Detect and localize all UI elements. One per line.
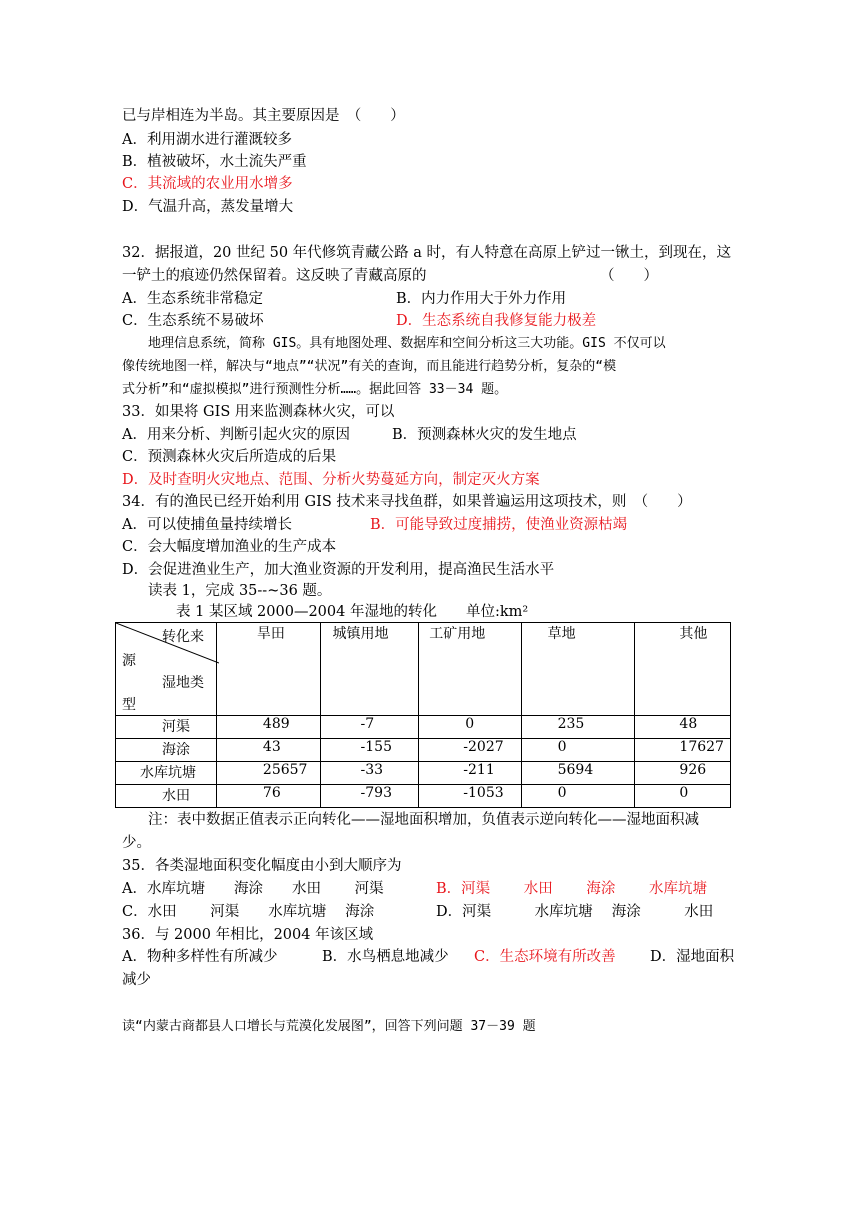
col-header-grassland: 草地 (521, 623, 635, 716)
table-cell: -211 (419, 762, 521, 785)
row-label: 水田 (116, 785, 217, 808)
q33-stem: 33．如果将 GIS 用来监测森林火灾，可以 (122, 404, 395, 420)
col-header-urban-land: 城镇用地 (320, 623, 419, 716)
table-cell: -1053 (419, 785, 521, 808)
q34-option-d: D．会促进渔业生产，加大渔业资源的开发利用，提高渔民生活水平 (122, 562, 555, 578)
table-cell: 76 (216, 785, 320, 808)
q32-option-b: B．内力作用大于外力作用 (396, 291, 567, 307)
row-label: 水库坑塘 (116, 762, 217, 785)
q34-option-c: C．会大幅度增加渔业的生产成本 (122, 539, 337, 555)
q33-option-c: C．预测森林火灾后所造成的后果 (122, 449, 337, 465)
q35-option-c: C．水田 河渠 水库坑塘 海涂 (122, 904, 375, 920)
corner-header-top-b: 源 (122, 653, 136, 669)
table-cell: -7 (320, 716, 419, 739)
table-row (116, 739, 731, 762)
q31-option-c-answer: C．其流域的农业用水增多 (122, 176, 293, 192)
row-label: 河渠 (116, 716, 217, 739)
q35-option-a: A．水库坑塘 海涂 水田 河渠 (122, 881, 384, 897)
q32-option-a: A．生态系统非常稳定 (122, 291, 263, 307)
table-cell: 0 (635, 785, 731, 808)
q36-option-d: D．湿地面积 (650, 949, 735, 965)
table-note-line2: 少。 (122, 835, 151, 851)
gis-intro-line1: 地理信息系统，简称 GIS。具有地图处理、数据库和空间分析这三大功能。GIS 不仅可以 (148, 336, 666, 351)
corner-header-bottom-a: 湿地类 (162, 675, 204, 691)
table-cell: -33 (320, 762, 419, 785)
gis-intro-line3: 式分析”和“虚拟模拟”进行预测性分析……。据此回答 33－34 题。 (122, 382, 508, 397)
q33-option-d-answer: D．及时查明火灾地点、范围、分析火势蔓延方向，制定灭火方案 (122, 472, 540, 488)
table-cell: 0 (521, 739, 635, 762)
q35-option-d: D．河渠 水库坑塘 海涂 水田 (436, 904, 714, 920)
q36-option-b: B．水鸟栖息地减少 (322, 949, 449, 965)
table-corner-header (116, 623, 217, 716)
table-cell: 43 (216, 739, 320, 762)
q36-option-a: A．物种多样性有所减少 (122, 949, 278, 965)
q36-stem: 36．与 2000 年相比，2004 年该区域 (122, 927, 374, 943)
table-cell: 5694 (521, 762, 635, 785)
table-cell: 48 (635, 716, 731, 739)
table-cell: 926 (635, 762, 731, 785)
q32-answer-paren: （ ） (600, 268, 658, 284)
table-row (116, 762, 731, 785)
q34-stem: 34．有的渔民已经开始利用 GIS 技术来寻找鱼群，如果普遍运用这项技术，则 （ ） (122, 494, 692, 510)
q34-option-b-answer: B．可能导致过度捕捞，使渔业资源枯竭 (370, 517, 628, 533)
q35-option-b-answer: B．河渠 水田 海涂 水库坑塘 (436, 881, 707, 897)
table-cell: -793 (320, 785, 419, 808)
q31-option-b: B．植被破坏，水土流失严重 (122, 154, 307, 170)
q37-intro: 读“内蒙古商都县人口增长与荒漠化发展图”，回答下列问题 37－39 题 (122, 1019, 536, 1034)
q32-stem-line1: 32．据报道，20 世纪 50 年代修筑青藏公路 a 时，有人特意在高原上铲过一锹土，到现在，这 (122, 245, 732, 261)
table-intro: 读表 1，完成 35--~36 题。 (148, 583, 332, 599)
row-label: 海涂 (116, 739, 217, 762)
corner-header-bottom-b: 型 (122, 697, 136, 713)
q31-option-d: D．气温升高，蒸发量增大 (122, 199, 294, 215)
q31-option-a: A．利用湖水进行灌溉较多 (122, 132, 292, 148)
q35-stem: 35．各类湿地面积变化幅度由小到大顺序为 (122, 858, 402, 874)
table-cell: -2027 (419, 739, 521, 762)
q34-option-a: A．可以使捕鱼量持续增长 (122, 517, 292, 533)
table-cell: -155 (320, 739, 419, 762)
table-header-row (116, 623, 731, 716)
col-header-other: 其他 (635, 623, 731, 716)
wetland-conversion-table (115, 622, 731, 808)
q36-option-d-tail: 减少 (122, 972, 151, 988)
q36-option-c-answer: C．生态环境有所改善 (474, 949, 616, 965)
q33-option-a: A．用来分析、判断引起火灾的原因 (122, 427, 350, 443)
table-caption: 表 1 某区域 2000—2004 年湿地的转化 单位:km² (176, 604, 529, 620)
table-cell: 489 (216, 716, 320, 739)
corner-header-top-a: 转化来 (162, 629, 204, 645)
q32-stem-line2: 一铲土的痕迹仍然保留着。这反映了青藏高原的 (122, 268, 427, 284)
table-note-line1: 注：表中数据正值表示正向转化——湿地面积增加，负值表示逆向转化——湿地面积减 (148, 812, 699, 828)
gis-intro-line2: 像传统地图一样，解决与“地点”“状况”有关的查询，而且能进行趋势分析，复杂的“模 (122, 359, 617, 374)
col-header-industrial-land: 工矿用地 (419, 623, 521, 716)
q31-stem: 已与岸相连为半岛。其主要原因是 （ ） (122, 108, 405, 124)
table-cell: 0 (521, 785, 635, 808)
q32-option-c: C．生态系统不易破坏 (122, 313, 264, 329)
col-header-dry-field: 旱田 (216, 623, 320, 716)
table-cell: 17627 (635, 739, 731, 762)
table-cell: 25657 (216, 762, 320, 785)
table-row (116, 785, 731, 808)
q32-option-d-answer: D．生态系统自我修复能力极差 (396, 313, 597, 329)
table-row (116, 716, 731, 739)
q33-option-b: B．预测森林火灾的发生地点 (392, 427, 577, 443)
table-cell: 0 (419, 716, 521, 739)
table-cell: 235 (521, 716, 635, 739)
